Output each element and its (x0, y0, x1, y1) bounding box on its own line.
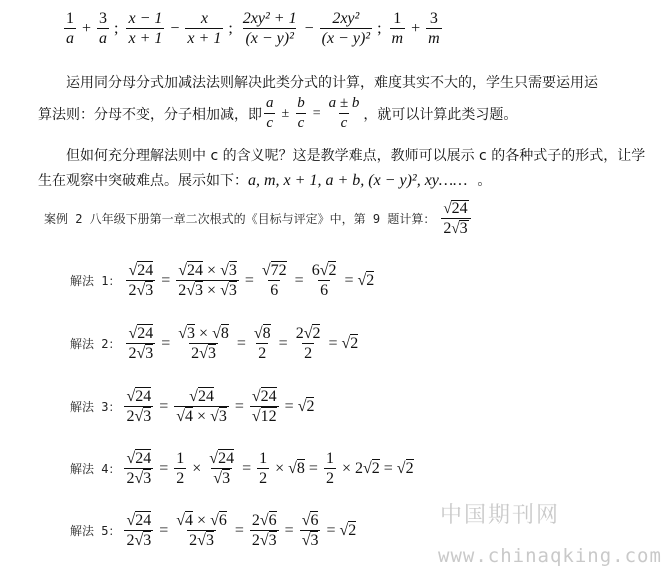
solution-label: 解法 4： (70, 462, 121, 476)
intro-fraction-row: $\frac{1}{a}$ + $\frac{3}{a}$ ; $\frac{x - 1}{x + 1}$ − $\frac{x}{x + 1}$ ; $\frac{\text{2xy² + 1}}{\text{(x − y)²}}$ − $\frac{\text{2xy²}}{\text{(x − y)²}}$ ; $\frac{1}{m}$ + $\frac{3}{m}$ (66, 10, 440, 47)
paragraph-1-line-1: 运用同分母分式加减法法则解决此类分式的计算，难度其实不大的，学生只需要运用运 (66, 75, 598, 91)
solution-4: 解法 4： $\frac{√24}{2√3}$ = $\frac{1}{2}$ × $\frac{√24}{√3}$ = $\frac{1}{2}$ × √8 = $\frac{1}{2}$ × 2√2 = √2 (70, 450, 414, 487)
solution-label: 解法 1： (70, 274, 121, 288)
fraction: $\frac{3}{m}$ (428, 10, 440, 47)
fraction: $\frac{x}{x + 1}$ (187, 10, 222, 47)
paragraph-2-line-1: 但如何充分理解法则中 c 的含义呢？这是教学难点，教师可以展示 c 的各种式子的形式，让学 (66, 148, 646, 164)
case-fraction: √ 24 2 √ 3 (441, 200, 470, 237)
solution-label: 解法 5： (70, 524, 121, 538)
solution-2: 解法 2： $\frac{√24}{2√3}$ = $\frac{√3 \times √8}{2√3}$ = $\frac{√8}{2}$ = $\frac{2√2}{2}$ = √2 (70, 325, 359, 362)
fraction: $\frac{\text{2xy²}}{\text{(x − y)²}}$ (321, 10, 371, 47)
fraction: $\frac{\text{2xy² + 1}}{\text{(x − y)²}}$ (242, 10, 297, 47)
fraction: $\frac{x - 1}{x + 1}$ (128, 10, 163, 47)
paragraph-2-line-2: 生在观察中突破难点。展示如下：a, m, x + 1, a + b, (x − y)², xy…… 。 (38, 172, 492, 189)
rule-fraction-b: $\frac{b}{c}$ (297, 95, 305, 131)
rule-fraction-result: $\frac{a \pm b}{c}$ (328, 95, 360, 131)
rule-fraction-a: $\frac{a}{c}$ (266, 95, 274, 131)
fraction: $\frac{3}{a}$ (99, 10, 108, 47)
fraction: $\frac{1}{a}$ (66, 10, 74, 47)
fraction: $\frac{1}{m}$ (391, 10, 404, 47)
solution-label: 解法 2： (70, 337, 121, 351)
watermark-url: www.chinaqking.com (438, 545, 662, 567)
case-heading: 案例 2 八年级下册第一章二次根式的《目标与评定》中，第 9 题计算： √ 24 2 √ 3 (44, 200, 473, 237)
solution-1: 解法 1： $\frac{√24}{2√3}$ = $\frac{√24 \times √3}{2√3 \times √3}$ = $\frac{√72}{6}$ = $\frac{6√2}{6}$ = √2 (70, 262, 375, 299)
solution-5: 解法 5： $\frac{√24}{2√3}$ = $\frac{√4 \times √6}{2√3}$ = $\frac{2√6}{2√3}$ = $\frac{√6}{√3}$ = √2 (70, 512, 357, 549)
watermark-cn: 中国期刊网 (440, 503, 561, 528)
solution-label: 解法 3： (70, 400, 121, 414)
solution-3: 解法 3： $\frac{√24}{2√3}$ = $\frac{√24}{√4 \times √3}$ = $\frac{√24}{√12}$ = √2 (70, 388, 315, 425)
paragraph-1-line-2: 算法则：分母不变，分子相加减，即 $\frac{a}{c}$ ± $\frac{b}{c}$ = $\frac{a \pm b}{c}$ ，就可以计算此类习题。 (38, 95, 518, 131)
